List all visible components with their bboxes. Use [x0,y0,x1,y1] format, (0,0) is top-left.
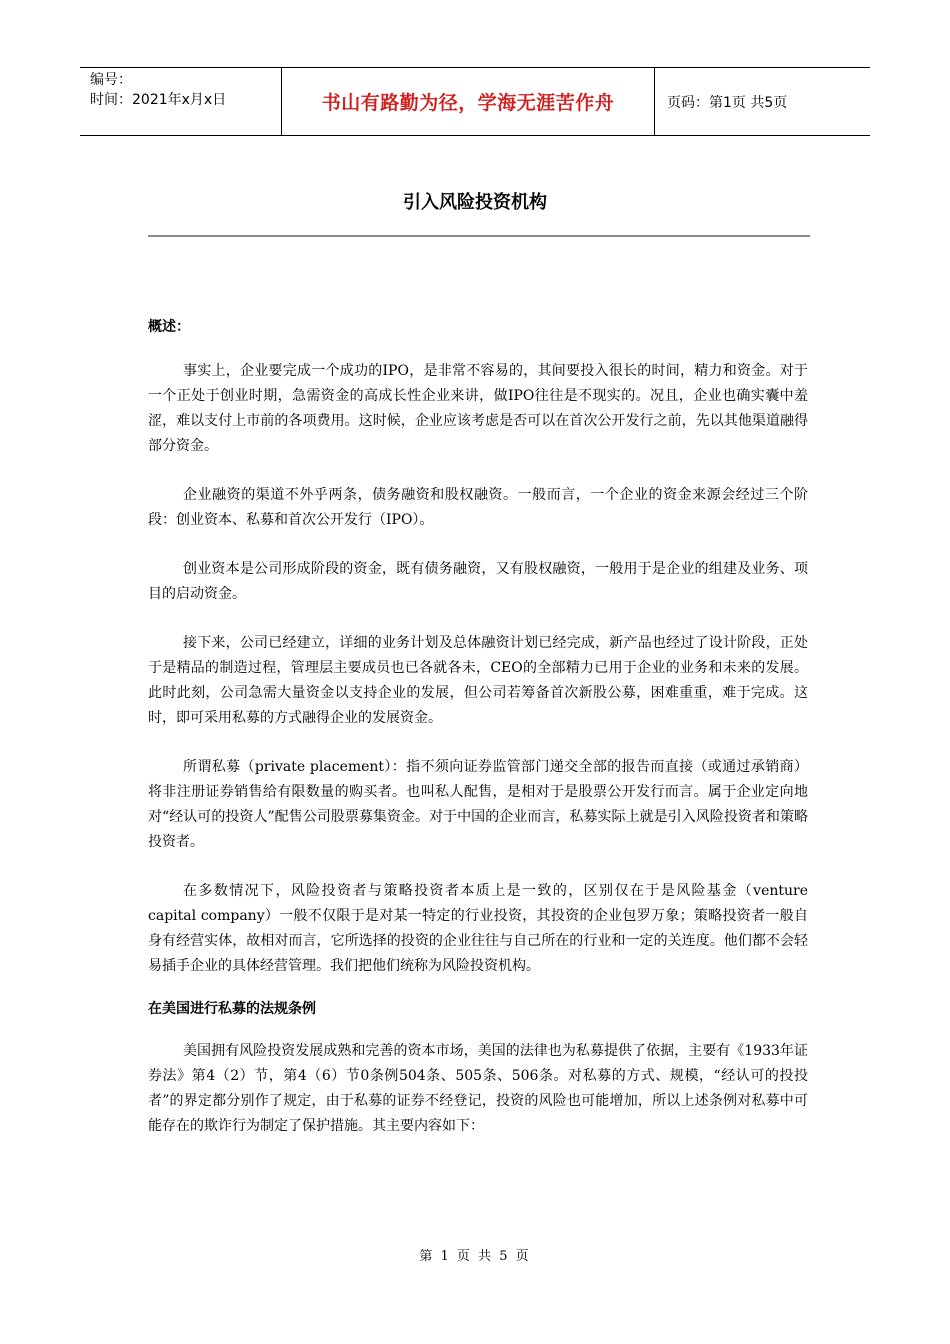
overview-paragraph-4: 接下来，公司已经建立，详细的业务计划及总体融资计划已经完成，新产品也经过了设计阶段，正处于是精品的制造过程，管理层主要成员也已各就各未，CEO的全部精力已用于企业的业务和未来的发展。此时此刻，公司急需大量资金以支持企业的发展，但公司若筹备首次新股公募，困难重重，难于完成。这时，即可采用私募的方式融得企业的发展资金。 [148,635,808,726]
document-body [148,315,808,1139]
page-footer: 第 1 页 共 5 页 [419,1249,531,1264]
us-regulations-heading: 在美国进行私募的法规条例 [148,1001,316,1017]
header-page-cell [655,68,870,135]
overview-paragraph-5: 所谓私募（private placement）：指不须向证券监管部门递交全部的报告而直接（或通过承销商）将非注册证券销售给有限数量的购买者。也叫私人配售，是相对于是股票公开发行而言。属于企业定向地对“经认可的投资人”配售公司股票募集资金。对于中国的企业而言，私募实际上就是引入风险投资者和策略投资者。 [148,759,808,850]
overview-paragraph-2: 企业融资的渠道不外乎两条，债务融资和股权融资。一般而言，一个企业的资金来源会经过三个阶段：创业资本、私募和首次公开发行（IPO）。 [148,487,808,528]
document-title: 引入风险投资机构 [403,192,547,213]
title-divider [148,235,810,237]
overview-heading: 概述： [148,319,190,335]
overview-paragraph-3: 创业资本是公司形成阶段的资金，既有债务融资，又有股权融资，一般用于是企业的组建及业务、项目的启动资金。 [148,561,808,602]
overview-paragraph-6: 在多数情况下，风险投资者与策略投资者本质上是一致的，区别仅在于是风险基金（venture capital company）一般不仅限于是对某一特定的行业投资，其投资的企业包罗万象；策略投资者一般自身有经营实体，故相对而言，它所选择的投资的企业往往与自己所在的行业和一定的关连度。他们都不会轻易插手企业的具体经营管理。我们把他们统称为风险投资机构。 [148,883,808,974]
overview-paragraph-1: 事实上，企业要完成一个成功的IPO，是非常不容易的，其间要投入很长的时间，精力和资金。对于一个正处于创业时期，急需资金的高成长性企业来讲，做IPO往往是不现实的。况且，企业也确实囊中羞涩，难以支付上市前的各项费用。这时候，企业应该考虑是否可以在首次公开发行之前，先以其他渠道融得部分资金。 [148,363,808,454]
page-info: 页码：第1页 共5页 [667,94,788,111]
motto-text: 书山有路勤为径，学海无涯苦作舟 [321,92,615,114]
us-regulations-paragraph-1: 美国拥有风险投资发展成熟和完善的资本市场，美国的法律也为私募提供了依据，主要有《1933年证券法》第4（2）节，第4（6）节0条例504条、505条、506条。对私募的方式、规模，“经认可的投投者”的界定都分别作了规定，由于私募的证券不经登记，投资的风险也可能增加，所以上述条例对私募中可能存在的欺诈行为制定了保护措施。其主要内容如下： [148,1043,808,1134]
time-label: 时间：2021年x月x日 [90,92,227,108]
header-meta-cell [80,68,282,135]
header-motto-cell [282,68,655,135]
header-table [80,67,870,136]
number-label: 编号： [90,72,132,88]
